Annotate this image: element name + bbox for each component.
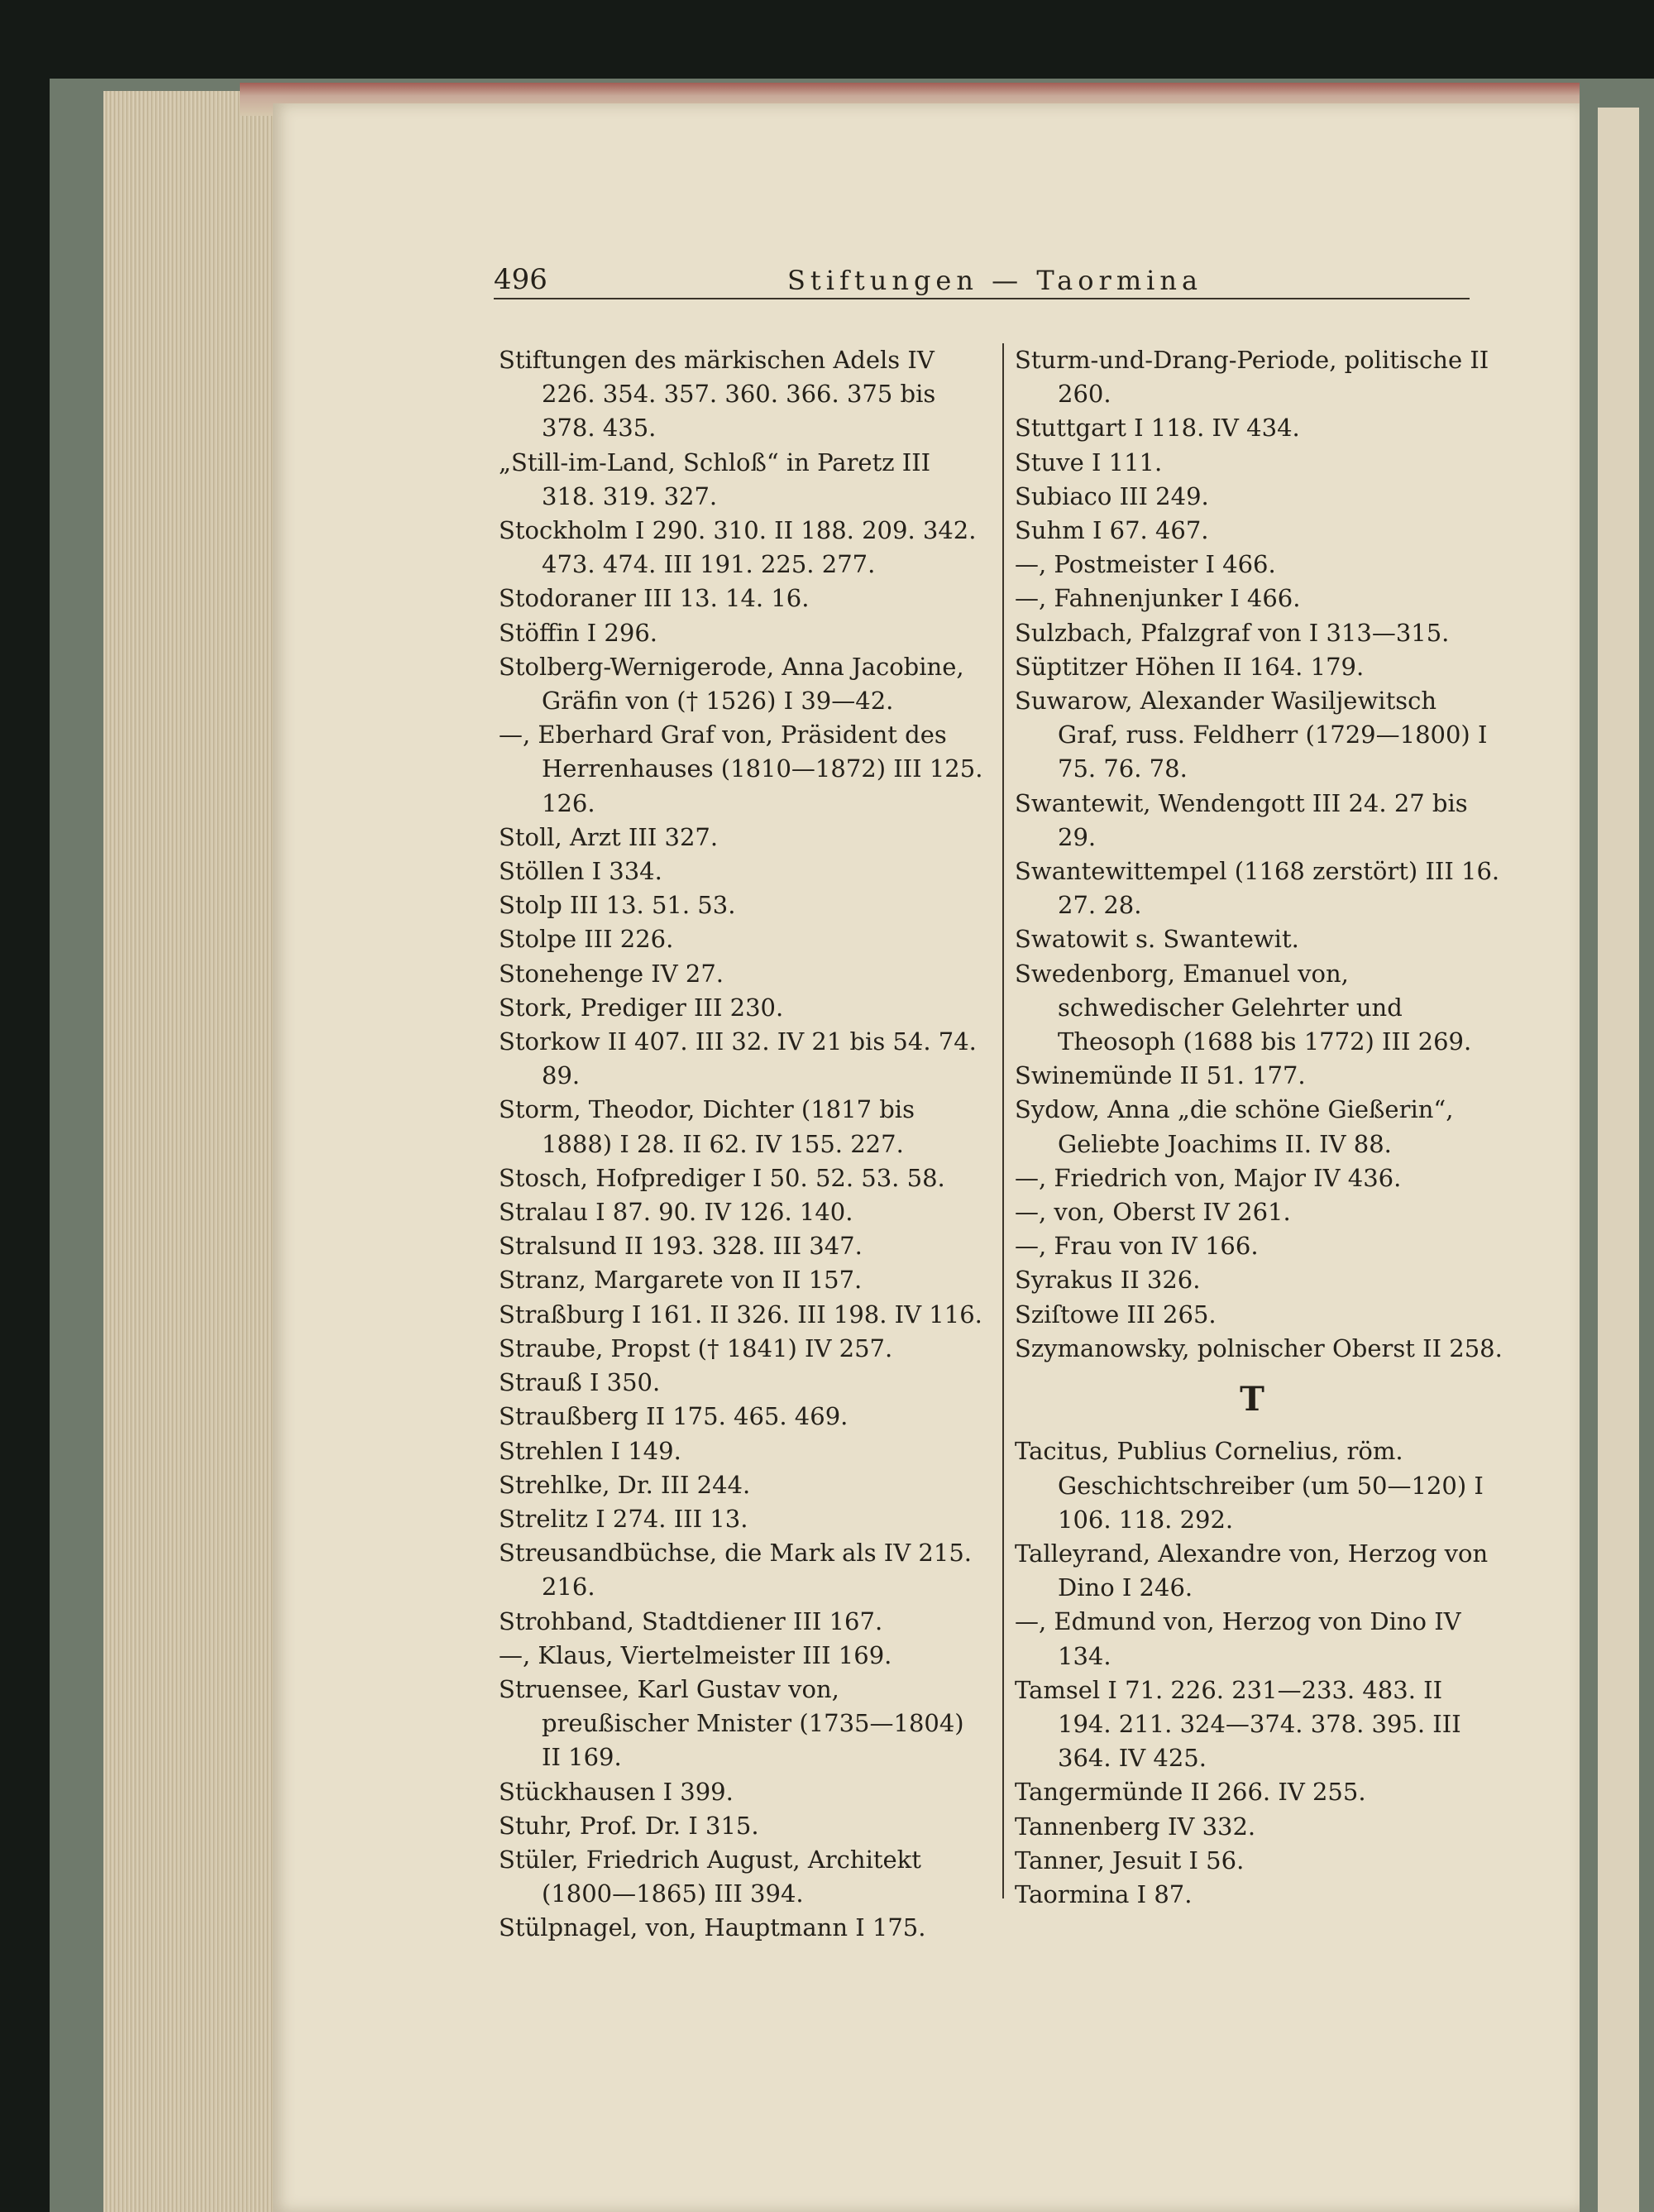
index-entry: Stolp III 13. 51. 53. xyxy=(499,891,736,920)
page-number: 496 xyxy=(494,263,547,296)
index-entry: Swedenborg, Emanuel von, schwedischer Gelehrter und Theosoph (1688 bis 1772) III 269. xyxy=(1015,959,1472,1056)
index-column-left xyxy=(499,343,987,1946)
index-entry: Strehlke, Dr. III 244. xyxy=(499,1470,751,1499)
index-entry: —, Frau von IV 166. xyxy=(1015,1232,1259,1261)
index-entry: Tanner, Jesuit I 56. xyxy=(1015,1846,1245,1874)
index-entry: Stolpe III 226. xyxy=(499,925,674,954)
section-letter-heading: T xyxy=(1240,1380,1264,1420)
index-entry: Stodoraner III 13. 14. 16. xyxy=(499,584,810,613)
index-entry: Stosch, Hofprediger I 50. 52. 53. 58. xyxy=(499,1163,945,1192)
index-entry: Storkow II 407. III 32. IV 21 bis 54. 74. 89. xyxy=(499,1027,977,1090)
index-entry: Taormina I 87. xyxy=(1015,1879,1193,1908)
index-entry: Suwarow, Alexander Wasiljewitsch Graf, russ. Feldherr (1729—1800) I 75. 76. 78. xyxy=(1015,687,1488,783)
index-entry: Stuhr, Prof. Dr. I 315. xyxy=(499,1811,759,1840)
index-entry: Stralau I 87. 90. IV 126. 140. xyxy=(499,1198,853,1227)
index-entry: Sydow, Anna „die schöne Gießerin“, Geliebte Joachims II. IV 88. xyxy=(1015,1095,1454,1158)
index-entry: Stülpnagel, von, Hauptmann I 175. xyxy=(499,1913,926,1942)
column-divider xyxy=(1002,343,1004,1898)
page-edges xyxy=(103,91,298,2212)
index-entry: Stolberg-Wernigerode, Anna Jacobine, Gräfin von († 1526) I 39—42. xyxy=(499,652,964,716)
index-entry: —, Klaus, Viertelmeister III 169. xyxy=(499,1640,892,1669)
index-entry: Sturm-und-Drang-Periode, politische II 260. xyxy=(1015,346,1489,409)
index-entry: Stoll, Arzt III 327. xyxy=(499,822,719,851)
index-entry: Strohband, Stadtdiener III 167. xyxy=(499,1606,883,1635)
index-entry: Strelitz I 274. III 13. xyxy=(499,1504,748,1533)
index-entry: Tannenberg IV 332. xyxy=(1015,1812,1256,1841)
index-entry: Swinemünde II 51. 177. xyxy=(1015,1061,1306,1090)
index-column-right xyxy=(1015,343,1503,1912)
index-entry: Swantewittempel (1168 zerstört) III 16. 27. 28. xyxy=(1015,857,1500,920)
index-entry: —, von, Oberst IV 261. xyxy=(1015,1198,1291,1227)
index-entry: Tacitus, Publius Cornelius, röm. Geschichtschreiber (um 50—120) I 106. 118. 292. xyxy=(1015,1437,1484,1534)
index-entry: —, Postmeister I 466. xyxy=(1015,550,1276,579)
index-entry: Streusandbüchse, die Mark als IV 215. 216. xyxy=(499,1539,972,1602)
page-header xyxy=(494,263,1470,296)
index-entry: Swatowit s. Swantewit. xyxy=(1015,925,1299,954)
index-entry: Straube, Propst († 1841) IV 257. xyxy=(499,1333,893,1362)
index-entry: Suhm I 67. 467. xyxy=(1015,516,1209,545)
index-entry: Subiaco III 249. xyxy=(1015,481,1209,510)
running-title: Stiftungen — Taormina xyxy=(787,265,1203,296)
index-entry: Stöllen I 334. xyxy=(499,857,662,886)
index-entry: Strehlen I 149. xyxy=(499,1436,681,1465)
index-entry: „Still-im-Land, Schloß“ in Paretz III 318. 319. 327. xyxy=(499,448,931,510)
index-entry: Stranz, Margarete von II 157. xyxy=(499,1266,863,1295)
index-entry: —, Edmund von, Herzog von Dino IV 134. xyxy=(1015,1607,1461,1670)
index-entry: Strauß I 350. xyxy=(499,1368,661,1397)
index-entry: Stuttgart I 118. IV 434. xyxy=(1015,414,1300,443)
index-entry: Stralsund II 193. 328. III 347. xyxy=(499,1232,863,1261)
index-entry: Sziſtowe III 265. xyxy=(1015,1300,1217,1329)
index-entry: Stüler, Friedrich August, Architekt (1800—1865) III 394. xyxy=(499,1845,921,1908)
header-rule xyxy=(494,298,1470,299)
index-entry: Stöffin I 296. xyxy=(499,618,657,647)
index-entry: Talleyrand, Alexandre von, Herzog von Dino I 246. xyxy=(1015,1539,1489,1602)
index-entry: Stuve I 111. xyxy=(1015,448,1163,476)
index-entry: —, Fahnenjunker I 466. xyxy=(1015,584,1301,613)
index-entry: Stockholm I 290. 310. II 188. 209. 342. 473. 474. III 191. 225. 277. xyxy=(499,516,977,579)
index-entry: Tangermünde II 266. IV 255. xyxy=(1015,1778,1366,1807)
index-entry: Stückhausen I 399. xyxy=(499,1777,734,1806)
index-entry: Syrakus II 326. xyxy=(1015,1266,1201,1295)
index-entry: Swantewit, Wendengott III 24. 27 bis 29. xyxy=(1015,788,1468,851)
facing-page-edge xyxy=(1598,108,1639,2212)
index-entry: —, Friedrich von, Major IV 436. xyxy=(1015,1163,1402,1192)
index-entry: Struensee, Karl Gustav von, preußischer Mnister (1735—1804) II 169. xyxy=(499,1674,964,1772)
index-entry: Szymanowsky, polnischer Oberst II 258. xyxy=(1015,1333,1503,1362)
index-entry: Tamsel I 71. 226. 231—233. 483. II 194. 211. 324—374. 378. 395. III 364. IV 425. xyxy=(1015,1675,1461,1773)
index-entry: Straußberg II 175. 465. 469. xyxy=(499,1402,849,1431)
index-entry: Straßburg I 161. II 326. III 198. IV 116. xyxy=(499,1300,982,1329)
index-entry: Storm, Theodor, Dichter (1817 bis 1888) I 28. II 62. IV 155. 227. xyxy=(499,1095,915,1158)
index-entry: Stiftungen des märkischen Adels IV 226. 354. 357. 360. 366. 375 bis 378. 435. xyxy=(499,346,936,443)
index-entry: Stork, Prediger III 230. xyxy=(499,993,784,1022)
index-entry: Süptitzer Höhen II 164. 179. xyxy=(1015,652,1365,681)
index-entry: Sulzbach, Pfalzgraf von I 313—315. xyxy=(1015,618,1450,647)
index-entry: —, Eberhard Graf von, Präsident des Herrenhauses (1810—1872) III 125. 126. xyxy=(499,721,983,817)
index-entry: Stonehenge IV 27. xyxy=(499,959,724,988)
